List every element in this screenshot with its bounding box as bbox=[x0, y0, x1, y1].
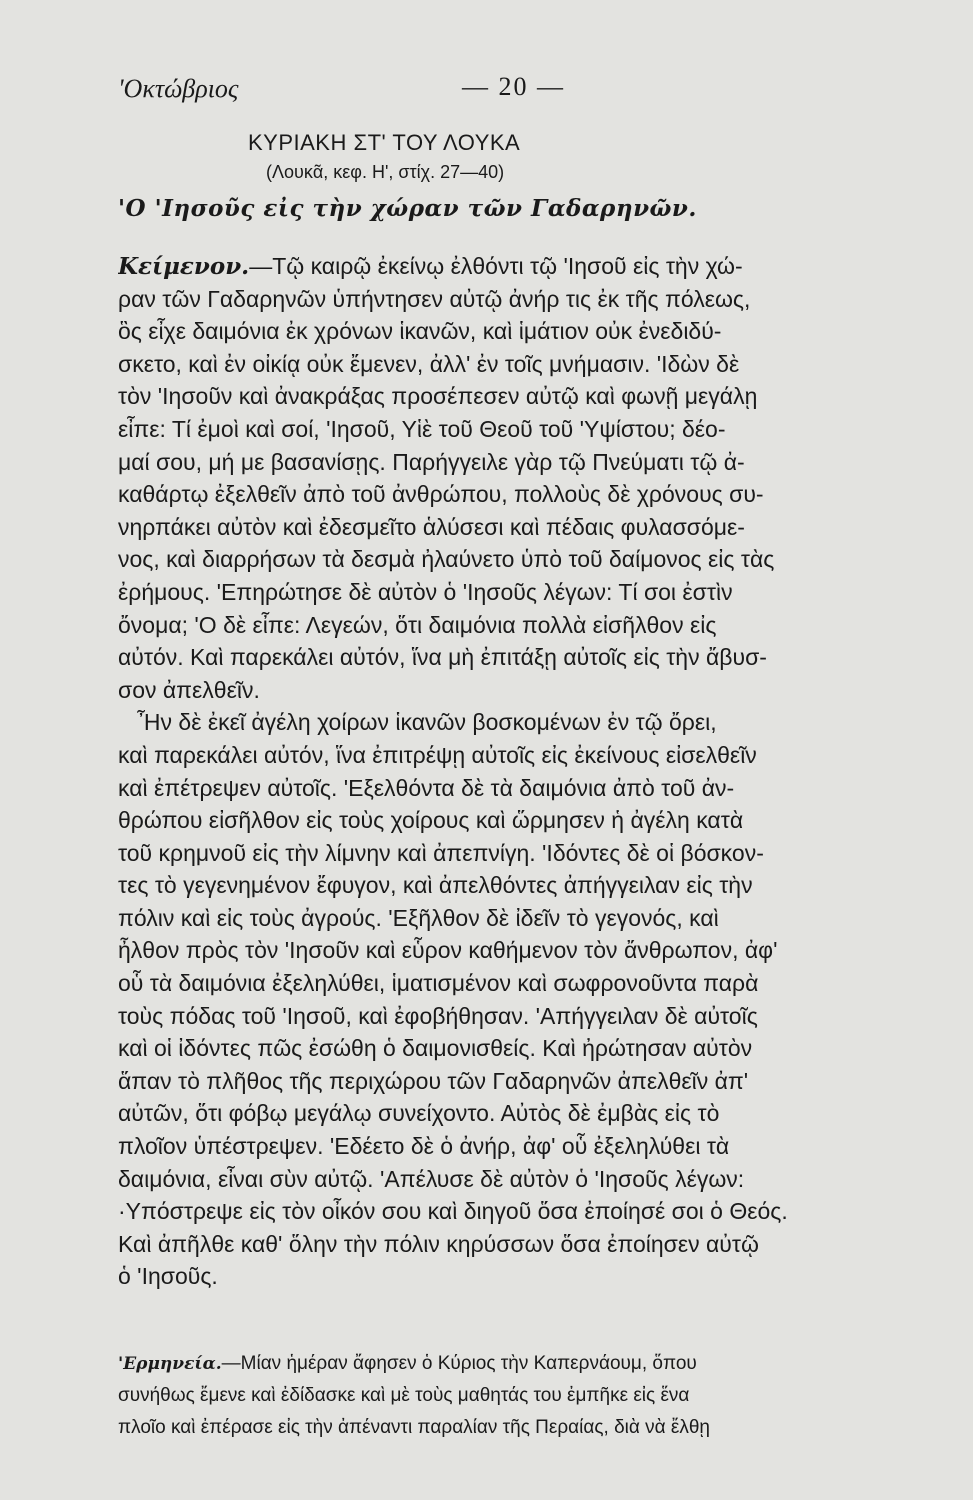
text-line: δαιμόνια, εἶναι σὺν αὐτῷ. 'Απέλυσε δὲ αὐτὸν ὁ 'Ιησοῦς λέγων: bbox=[118, 1165, 745, 1192]
passage-title: 'Ο 'Ιησοῦς εἰς τὴν χώραν τῶν Γαδαρηνῶν. bbox=[118, 195, 697, 222]
text-line: Ἦν δὲ ἐκεῖ ἀγέλη χοίρων ἱκανῶν βοσκομένων ἐν τῷ ὄρει, bbox=[118, 709, 717, 736]
text-line: οὗ τὰ δαιμόνια ἐξεληλύθει, ἱματισμένον καὶ σωφρονοῦντα παρὰ bbox=[118, 970, 759, 997]
text-line: εἶπε: Τί ἐμοὶ καὶ σοί, 'Ιησοῦ, Υἱὲ τοῦ Θεοῦ τοῦ 'Υψίστου; δέο- bbox=[118, 415, 726, 442]
text-line: ὁ 'Ιησοῦς. bbox=[118, 1263, 218, 1290]
text-line: ραν τῶν Γαδαρηνῶν ὑπήντησεν αὐτῷ ἀνήρ τις ἐκ τῆς πόλεως, bbox=[118, 285, 751, 312]
text-line: ἐρήμους. 'Επηρώτησε δὲ αὐτὸν ὁ 'Ιησοῦς λέγων: Τί σοι ἐστὶν bbox=[118, 578, 733, 605]
text-line: σκετο, καὶ ἐν οἰκίᾳ οὐκ ἔμενεν, ἀλλ' ἐν τοῖς μνήμασιν. 'Ιδὼν δὲ bbox=[118, 350, 740, 377]
text-line-rest: —Τῷ καιρῷ ἐκείνῳ ἐλθόντι τῷ 'Ιησοῦ εἰς τὴν χώ- bbox=[249, 253, 743, 279]
text-line: τοῦ κρημνοῦ εἰς τὴν λίμνην καὶ ἀπεπνίγη. 'Ιδόντες δὲ οἱ βόσκον- bbox=[118, 839, 764, 866]
text-line: νηρπάκει αὐτὸν καὶ ἐδεσμεῖτο ἁλύσεσι καὶ πέδαις φυλασσόμε- bbox=[118, 513, 745, 540]
text-label: Κείμενον. bbox=[118, 253, 250, 280]
text-line: πλοῖον ὑπέστρεψεν. 'Εδέετο δὲ ὁ ἀνήρ, ἀφ' οὗ ἐξεληλύθει τὰ bbox=[118, 1133, 730, 1160]
text-line: τὸν 'Ιησοῦν καὶ ἀνακράξας προσέπεσεν αὐτῷ καὶ φωνῇ μεγάλῃ bbox=[118, 383, 758, 410]
text-line: σον ἀπελθεῖν. bbox=[118, 676, 260, 703]
text-line: μαί σου, μή με βασανίσῃς. Παρήγγειλε γὰρ τῷ Πνεύματι τῷ ἀ- bbox=[118, 448, 745, 475]
text-line: ἦλθον πρὸς τὸν 'Ιησοῦν καὶ εὗρον καθήμενον τὸν ἄνθρωπον, ἀφ' bbox=[118, 937, 778, 964]
explanation-text bbox=[118, 1348, 948, 1444]
text-line: τοὺς πόδας τοῦ 'Ιησοῦ, καὶ ἐφοβήθησαν. 'Απήγγειλαν δὲ αὐτοῖς bbox=[118, 1002, 758, 1029]
text-line: καὶ ἐπέτρεψεν αὐτοῖς. 'Εξελθόντα δὲ τὰ δαιμόνια ἀπὸ τοῦ ἀν- bbox=[118, 774, 735, 801]
text-line: καὶ παρεκάλει αὐτόν, ἵνα ἐπιτρέψῃ αὐτοῖς εἰς ἐκείνους εἰσελθεῖν bbox=[118, 741, 757, 768]
text-line: πόλιν καὶ εἰς τοὺς ἀγρούς. 'Εξῆλθον δὲ ἰδεῖν τὸ γεγονός, καὶ bbox=[118, 904, 719, 931]
explanation-label: 'Ερμηνεία. bbox=[118, 1354, 222, 1374]
text-line: νος, καὶ διαρρήσων τὰ δεσμὰ ἠλαύνετο ὑπὸ τοῦ δαίμονος εἰς τὰς bbox=[118, 546, 775, 573]
page-number: — 20 — bbox=[462, 72, 565, 101]
text-line: ὄνομα; 'Ο δὲ εἶπε: Λεγεών, ὅτι δαιμόνια πολλὰ εἰσῆλθον εἰς bbox=[118, 611, 717, 638]
text-line bbox=[118, 250, 938, 283]
text-line: καὶ οἱ ἰδόντες πῶς ἐσώθη ὁ δαιμονισθείς. Καὶ ἠρώτησαν αὐτὸν bbox=[118, 1035, 753, 1062]
explanation-line: πλοῖο καὶ ἐπέρασε εἰς τὴν ἀπέναντι παραλίαν τῆς Περαίας, διὰ νὰ ἔλθῃ bbox=[118, 1417, 710, 1438]
text-line: αὐτόν. Καὶ παρεκάλει αὐτόν, ἵνα μὴ ἐπιτάξῃ αὐτοῖς εἰς τὴν ἄβυσ- bbox=[118, 644, 767, 671]
sunday-title: ΚΥΡΙΑΚΗ ΣΤ' ΤΟΥ ΛΟΥΚΑ bbox=[248, 130, 521, 155]
running-head bbox=[0, 70, 973, 110]
text-line: τες τὸ γεγενημένον ἔφυγον, καὶ ἀπελθόντες ἀπήγγειλαν εἰς τὴν bbox=[118, 872, 753, 899]
scripture-text bbox=[118, 250, 938, 1293]
text-line: ·Υπόστρεψε εἰς τὸν οἶκόν σου καὶ διηγοῦ ὅσα ἐποίησέ σοι ὁ Θεός. bbox=[118, 1198, 788, 1225]
text-line: ὃς εἶχε δαιμόνια ἐκ χρόνων ἱκανῶν, καὶ ἱμάτιον οὐκ ἐνεδιδύ- bbox=[118, 318, 722, 345]
explanation-line bbox=[118, 1348, 948, 1380]
text-line: θρώπου εἰσῆλθον εἰς τοὺς χοίρους καὶ ὥρμησεν ἡ ἀγέλη κατὰ bbox=[118, 807, 744, 834]
text-line: αὐτῶν, ὅτι φόβῳ μεγάλῳ συνείχοντο. Αὐτὸς δὲ ἐμβὰς εἰς τὸ bbox=[118, 1100, 720, 1127]
scripture-reference: (Λουκᾶ, κεφ. Η', στίχ. 27—40) bbox=[266, 162, 505, 182]
section-headings bbox=[118, 128, 953, 226]
text-line: καθάρτῳ ἐξελθεῖν ἀπὸ τοῦ ἀνθρώπου, πολλοὺς δὲ χρόνους συ- bbox=[118, 481, 764, 508]
text-line: Καὶ ἀπῆλθε καθ' ὅλην τὴν πόλιν κηρύσσων ὅσα ἐποίησεν αὐτῷ bbox=[118, 1230, 759, 1257]
explanation-line-rest: —Μίαν ἡμέραν ἄφησεν ὁ Κύριος τὴν Καπερνάουμ, ὅπου bbox=[221, 1353, 697, 1374]
explanation-line: συνήθως ἔμενε καὶ ἐδίδασκε καὶ μὲ τοὺς μαθητάς του ἐμπῆκε εἰς ἕνα bbox=[118, 1385, 690, 1406]
month-label: 'Οκτώβριος bbox=[118, 74, 239, 103]
text-line: ἅπαν τὸ πλῆθος τῆς περιχώρου τῶν Γαδαρηνῶν ἀπελθεῖν ἀπ' bbox=[118, 1067, 749, 1094]
